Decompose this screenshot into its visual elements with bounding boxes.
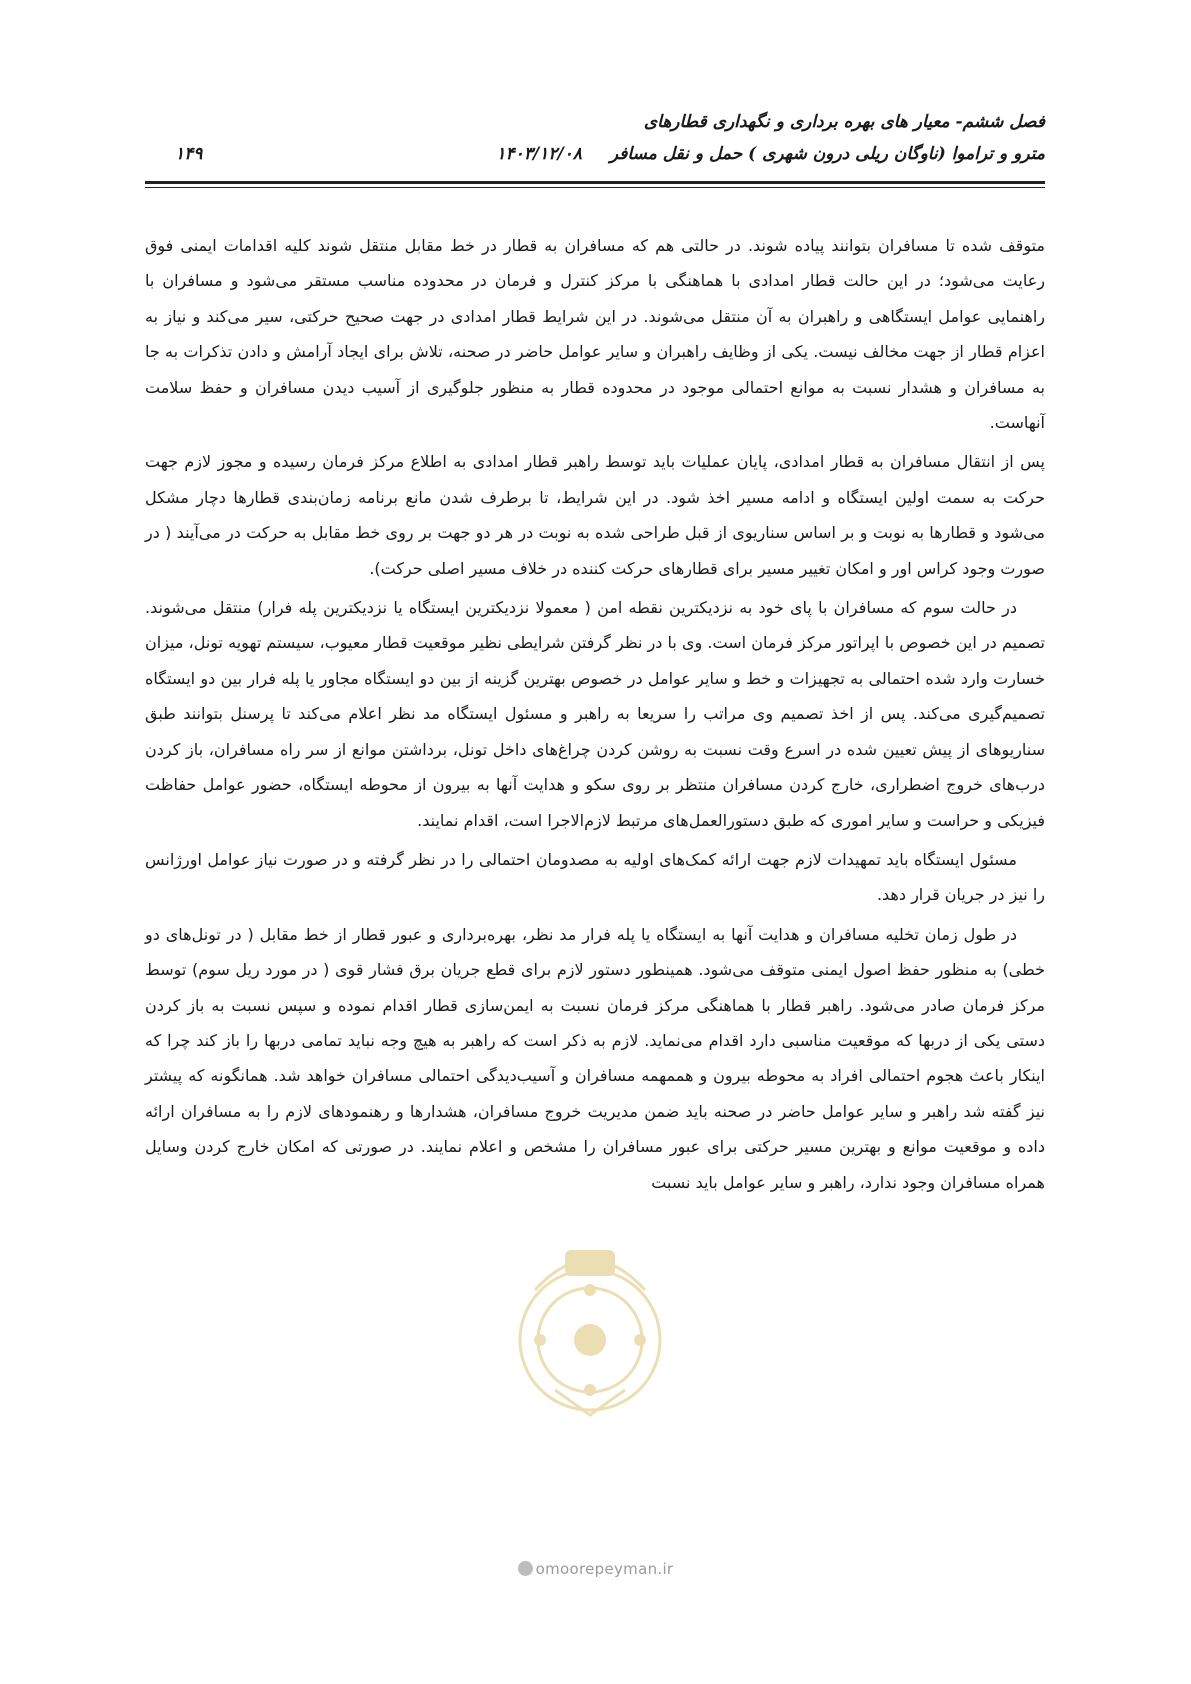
header-chapter-title: فصل ششم- معیار های بهره برداری و نگهداری قطارهای <box>643 112 1045 132</box>
paragraph: مسئول ایستگاه باید تمهیدات لازم جهت ارائه کمک‌های اولیه به مصدومان احتمالی را در نظر گرفته و در صورت نیاز عوامل اورژانس را نیز در جریان قرار دهد. <box>145 849 1045 905</box>
paragraph: پس از انتقال مسافران به قطار امدادی، پایان عملیات باید توسط راهبر قطار امدادی به اطلاع مرکز فرمان رسیده و مجوز لازم جهت حرکت به سمت اولین ایستگاه و ادامه مسیر اخذ شود. در این شرایط، تا برطرف شدن مانع برنامه زمان‌بندی قطارها دچار مشکل می‌شود و قطارها به نوبت و بر اساس سناریوی از قبل طراحی شده به نوبت در هر دو جهت بر روی خط مقابل به حرکت در می‌آیند ( در صورت وجود کراس اور و امکان تغییر مسیر برای قطارهای حرکت کننده در خلاف مسیر اصلی حرکت). <box>145 452 1045 578</box>
paragraph: در طول زمان تخلیه مسافران و هدایت آنها به ایستگاه یا پله فرار مد نظر، بهره‌برداری و عبور قطار از خط مقابل ( در تونل‌های دو خطی) به منظور حفظ اصول ایمنی متوقف می‌شود. همینطور دستور لازم برای قطع جریان برق فشار قوی ( در مورد ریل سوم) توسط مرکز فرمان صادر می‌شود. راهبر قطار با هماهنگی مرکز فرمان نسبت به ایمن‌سازی قطار اقدام نموده و سپس نسبت به باز کردن دستی یکی از دربها که موقعیت مناسبی دارد اقدام می‌نماید. لازم به ذکر است که راهبر به هیچ وجه نباید تمامی دربها را باز کند چرا که اینکار باعث هجوم احتمالی افراد به محوطه بیرون و هممهمه مسافران و آسیب‌دیدگی احتمالی مسافران خواهد شد. همانگونه که پیشتر نیز گفته شد راهبر و سایر عوامل حاضر در صحنه باید ضمن مدیریت خروج مسافران، هشدارها و رهنمودهای لازم را به مسافران ارائه داده و موقعیت موانع و بهترین مسیر حرکتی برای عبور مسافران را مشخص و اعلام نمایند. در صورتی که امکان خارج کردن وسایل همراه مسافران وجود ندارد، راهبر و سایر عوامل باید نسبت <box>145 924 1045 1192</box>
header-date: ۱۴۰۳/۱۲/۰۸ <box>496 144 582 164</box>
header-subtitle-line <box>496 144 1045 164</box>
header-rule-thin <box>145 187 1045 188</box>
header-rule-thick <box>145 181 1045 184</box>
watermark-seal-icon <box>495 1230 685 1430</box>
paragraph: در حالت سوم که مسافران با پای خود به نزدیکترین نقطه امن ( معمولا نزدیکترین ایستگاه یا نزدیکترین پله فرار) منتقل می‌شوند. تصمیم در این خصوص با اپراتور مرکز فرمان است. وی با در نظر گرفتن شرایطی نظیر موقعیت قطار معیوب، سیستم تهویه تونل، میزان خسارت وارد شده احتمالی به تجهیزات و خط و سایر عوامل در خصوص بهترین گزینه از بین دو ایستگاه مجاور یا پله فرار بین دو ایستگاه تصمیم‌گیری می‌کند. پس از اخذ تصمیم وی مراتب را سریعا به راهبر و مسئول ایستگاه مد نظر اعلام می‌کند تا پرسنل بتوانند طبق سناریوهای از پیش تعیین شده در اسرع وقت نسبت به روشن کردن چراغ‌های داخل تونل، برداشتن موانع از سر راه مسافران، باز کردن درب‌های خروج اضطراری، خارج کردن مسافران منتظر بر روی سکو و هدایت آنها به بیرون از محوطه ایستگاه، حضور عوامل حفاظت فیزیکی و حراست و سایر اموری که طبق دستورالعمل‌های مرتبط لازم‌الاجرا است، اقدام نمایند. <box>145 598 1045 830</box>
watermark-url-text: omoorepeyman.ir <box>535 1560 674 1578</box>
at-icon <box>518 1561 533 1576</box>
page-number: ۱۴۹ <box>175 144 203 164</box>
header-subtitle: مترو و تراموا (ناوگان ریلی درون شهری ) حمل و نقل مسافر <box>609 144 1045 164</box>
paragraph: متوقف شده تا مسافران بتوانند پیاده شوند. در حالتی هم که مسافران به قطار در خط مقابل منتقل شوند کلیه اقدامات ایمنی فوق رعایت می‌شود؛ در این حالت قطار امدادی با هماهنگی با مرکز کنترل و فرمان در محدوده مناسب مستقر می‌شود و مسافران با راهنمایی عوامل ایستگاهی و راهبران به آن منتقل می‌شوند. در این شرایط قطار امدادی در جهت صحیح حرکتی، سیر می‌کند و نیاز به اعزام قطار از جهت مخالف نیست. یکی از وظایف راهبران و سایر عوامل حاضر در صحنه، تلاش برای ایجاد آرامش و دادن تذکرات به جا به مسافران و هشدار نسبت به موانع احتمالی موجود در محدوده قطار به منظور جلوگیری از آسیب دیدن مسافران و حفظ سلامت آنهاست. <box>145 236 1045 433</box>
watermark-url <box>0 1560 1191 1578</box>
body-text <box>145 228 1045 1204</box>
page-header <box>145 112 1045 182</box>
